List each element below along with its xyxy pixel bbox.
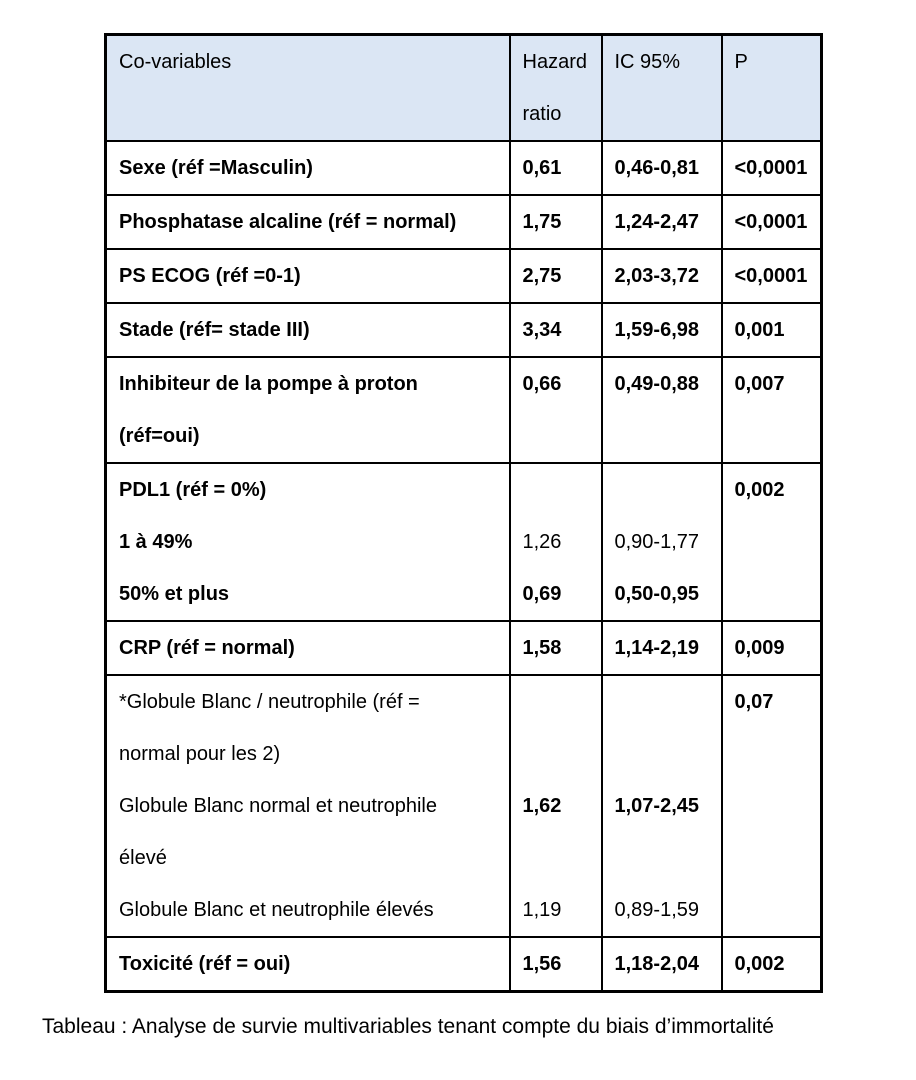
p-value: <0,0001 (722, 195, 822, 249)
table-row-sexe (106, 141, 822, 195)
ic95-value: 1,18-2,04 (602, 937, 722, 992)
header-covariables-label: Co-variables (119, 51, 232, 73)
hazard-ratio-value: 0,61 (510, 141, 602, 195)
table-row-crp (106, 621, 822, 675)
table-row-globule-blanc (106, 675, 822, 937)
row-label: Stade (réf= stade III) (106, 303, 510, 357)
ic95-value: 0,49-0,88 (602, 357, 722, 463)
p-value: 0,002 (722, 937, 822, 992)
row-label: PDL1 (réf = 0%) 1 à 49% 50% et plus (106, 463, 510, 621)
hazard-ratio-value: 3,34 (510, 303, 602, 357)
row-label: *Globule Blanc / neutrophile (réf = normal pour les 2) Globule Blanc normal et neutrophile élevé Globule Blanc et neutrophile élevés (106, 675, 510, 937)
p-value: <0,0001 (722, 141, 822, 195)
hazard-ratio-value: 1,56 (510, 937, 602, 992)
ic95-value: 1,07-2,45 0,89-1,59 (602, 675, 722, 937)
row-label: Sexe (réf =Masculin) (106, 141, 510, 195)
table-row-stade (106, 303, 822, 357)
p-value: 0,009 (722, 621, 822, 675)
header-hazard-ratio: Hazard ratio (510, 35, 602, 142)
hazard-ratio-value: 1,62 1,19 (510, 675, 602, 937)
row-label: CRP (réf = normal) (106, 621, 510, 675)
p-value: 0,007 (722, 357, 822, 463)
ic95-value: 1,24-2,47 (602, 195, 722, 249)
p-value: 0,07 (722, 675, 822, 937)
row-label: PS ECOG (réf =0-1) (106, 249, 510, 303)
header-covariables (106, 35, 510, 142)
header-ic95: IC 95% (602, 35, 722, 142)
table-header-row (106, 35, 822, 142)
survival-analysis-table (104, 33, 823, 993)
table-row-phosphatase (106, 195, 822, 249)
p-value: 0,001 (722, 303, 822, 357)
row-label: Inhibiteur de la pompe à proton (réf=oui) (106, 357, 510, 463)
table-row-ipp (106, 357, 822, 463)
hazard-ratio-value: 2,75 (510, 249, 602, 303)
hazard-ratio-value: 1,75 (510, 195, 602, 249)
ic95-value: 1,14-2,19 (602, 621, 722, 675)
p-value: <0,0001 (722, 249, 822, 303)
hazard-ratio-value: 0,66 (510, 357, 602, 463)
ic95-value: 1,59-6,98 (602, 303, 722, 357)
hazard-ratio-value: 1,26 0,69 (510, 463, 602, 621)
ic95-value: 2,03-3,72 (602, 249, 722, 303)
header-p: P (722, 35, 822, 142)
hazard-ratio-value: 1,58 (510, 621, 602, 675)
p-value: 0,002 (722, 463, 822, 621)
ic95-value: 0,90-1,77 0,50-0,95 (602, 463, 722, 621)
table-caption: Tableau : Analyse de survie multivariables tenant compte du biais d’immortalité (42, 1015, 774, 1038)
row-label: Toxicité (réf = oui) (106, 937, 510, 992)
table-row-ps-ecog (106, 249, 822, 303)
row-label: Phosphatase alcaline (réf = normal) (106, 195, 510, 249)
ic95-value: 0,46-0,81 (602, 141, 722, 195)
table-row-toxicite (106, 937, 822, 992)
table-row-pdl1 (106, 463, 822, 621)
